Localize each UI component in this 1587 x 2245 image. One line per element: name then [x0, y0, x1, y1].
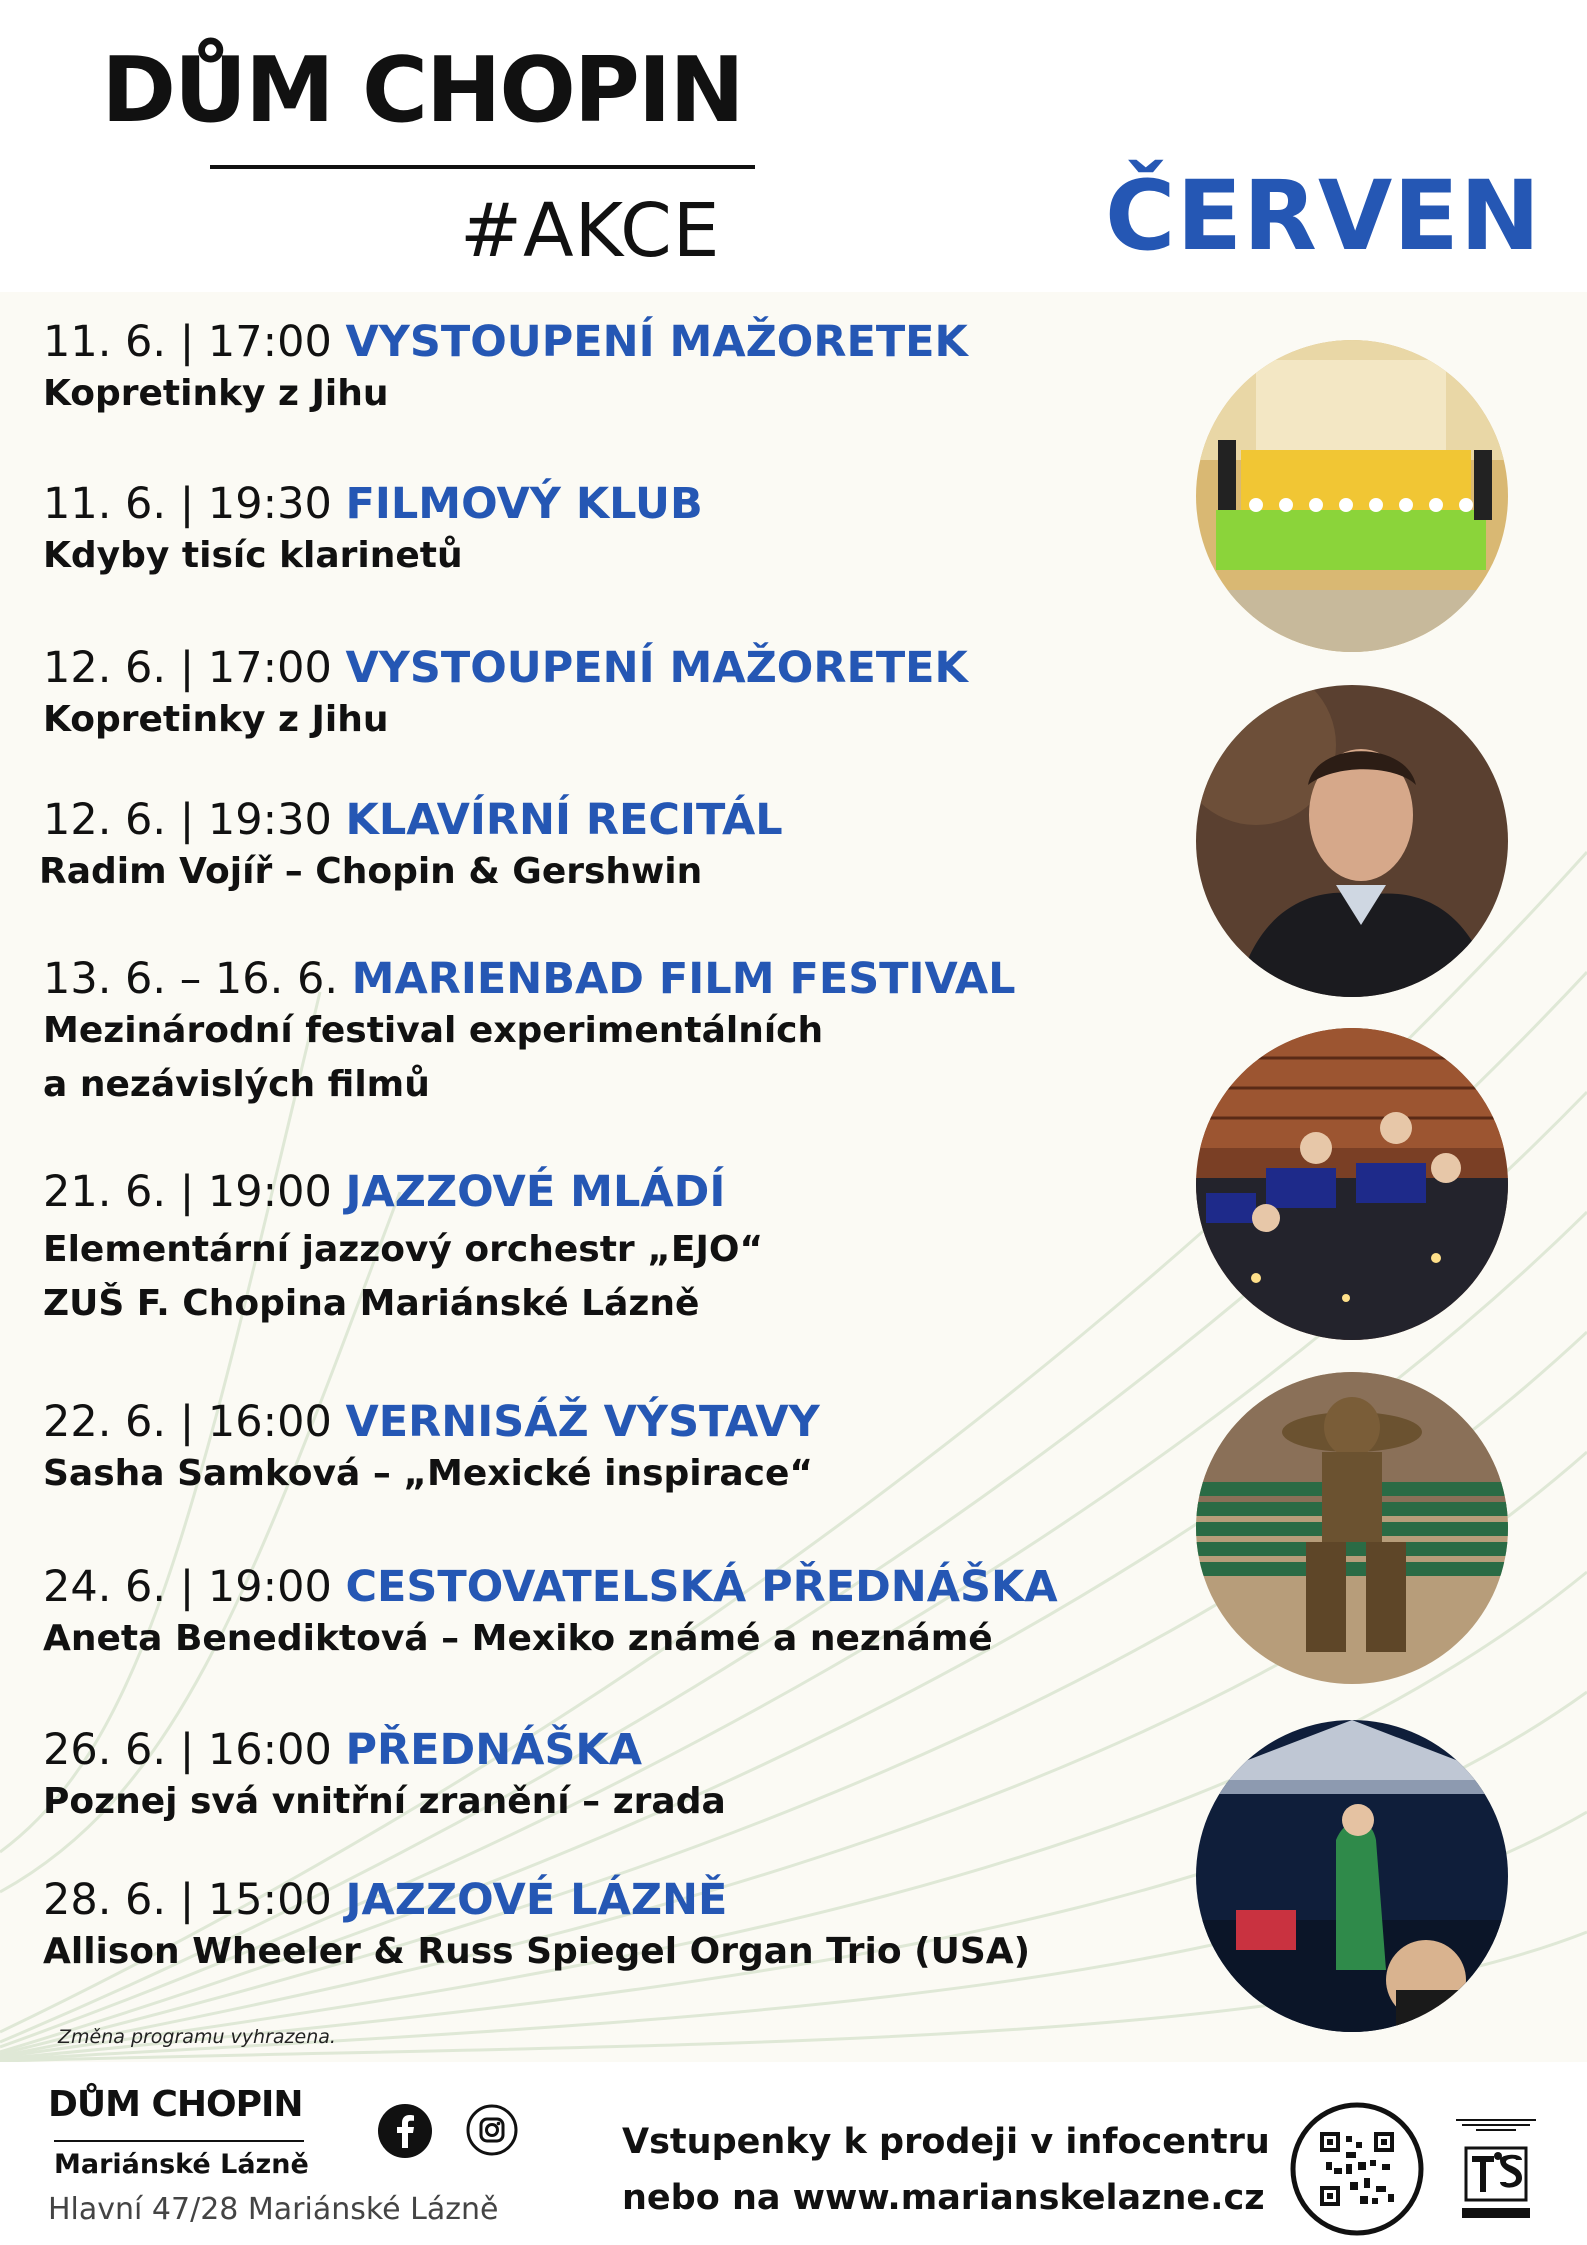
- photo-jazz-orchestra: [1196, 1028, 1508, 1340]
- event-date: 26. 6. | 16:00: [43, 1725, 332, 1775]
- event-subtitle: Kopretinky z Jihu: [43, 373, 389, 415]
- footer: [0, 2062, 1587, 2245]
- event-title: JAZZOVÉ MLÁDÍ: [345, 1167, 726, 1217]
- tickets-info: [622, 2114, 1270, 2226]
- tickets-line-2[interactable]: nebo na www.marianskelazne.cz: [622, 2178, 1265, 2218]
- event-date: 12. 6. | 19:30: [43, 795, 332, 845]
- event-1: [43, 318, 968, 421]
- event-title: JAZZOVÉ LÁZNĚ: [345, 1875, 728, 1925]
- event-date: 11. 6. | 19:30: [43, 479, 332, 529]
- event-title: FILMOVÝ KLUB: [345, 479, 703, 529]
- photo-pianist: [1196, 685, 1508, 997]
- event-2: [43, 480, 703, 583]
- event-3: [43, 644, 968, 747]
- event-title: PŘEDNÁŠKA: [345, 1725, 643, 1775]
- event-date: 11. 6. | 17:00: [43, 317, 332, 367]
- event-subtitle: a nezávislých filmů: [43, 1064, 430, 1106]
- event-title: VERNISÁŽ VÝSTAVY: [345, 1397, 820, 1447]
- qr-code: [1290, 2102, 1424, 2236]
- footer-address: Hlavní 47/28 Mariánské Lázně: [48, 2192, 499, 2227]
- instagram-icon[interactable]: [466, 2104, 518, 2156]
- month-title: ČERVEN: [1105, 160, 1542, 272]
- event-date: 13. 6. – 16. 6.: [43, 954, 338, 1004]
- event-date: 28. 6. | 15:00: [43, 1875, 332, 1925]
- event-subtitle: Mezinárodní festival experimentálních: [43, 1010, 824, 1052]
- event-title: VYSTOUPENÍ MAŽORETEK: [345, 643, 968, 693]
- event-title: VYSTOUPENÍ MAŽORETEK: [345, 317, 968, 367]
- event-subtitle: ZUŠ F. Chopina Mariánské Lázně: [43, 1283, 700, 1325]
- header: [0, 0, 1587, 290]
- event-9: [43, 1726, 726, 1829]
- event-subtitle: Elementární jazzový orchestr „EJO“: [43, 1229, 764, 1271]
- program-note: Změna programu vyhrazena.: [58, 2026, 336, 2048]
- event-date: 24. 6. | 19:00: [43, 1562, 332, 1612]
- event-date: 12. 6. | 17:00: [43, 643, 332, 693]
- event-subtitle: Kopretinky z Jihu: [43, 699, 389, 741]
- footer-brand: DŮM CHOPIN: [48, 2084, 303, 2125]
- event-4: [39, 795, 783, 899]
- tds-logo: [1448, 2114, 1544, 2222]
- event-subtitle: Kdyby tisíc klarinetů: [43, 535, 463, 577]
- event-title: KLAVÍRNÍ RECITÁL: [345, 795, 783, 845]
- event-title: MARIENBAD FILM FESTIVAL: [351, 954, 1016, 1004]
- event-5: [43, 955, 1016, 1112]
- event-subtitle: Radim Vojíř – Chopin & Gershwin: [39, 851, 703, 893]
- photo-jazz-concert: [1196, 1720, 1508, 2032]
- tickets-line-1: Vstupenky k prodeji v infocentru: [622, 2122, 1270, 2162]
- brand-divider: [210, 165, 755, 169]
- brand-title: DŮM CHOPIN: [101, 38, 743, 143]
- event-7: [43, 1398, 820, 1501]
- event-subtitle: Aneta Benediktová – Mexiko známé a neznámé: [43, 1618, 993, 1660]
- event-subtitle: Sasha Samková – „Mexické inspirace“: [43, 1453, 814, 1495]
- facebook-icon[interactable]: [378, 2104, 432, 2158]
- event-subtitle: Poznej svá vnitřní zranění – zrada: [43, 1781, 726, 1823]
- footer-divider: [54, 2140, 304, 2142]
- photo-statue-bench: [1196, 1372, 1508, 1684]
- event-10: [43, 1876, 1030, 1979]
- event-title: CESTOVATELSKÁ PŘEDNÁŠKA: [345, 1562, 1058, 1612]
- event-date: 22. 6. | 16:00: [43, 1397, 332, 1447]
- footer-city: Mariánské Lázně: [54, 2149, 309, 2180]
- event-6: [43, 1168, 763, 1331]
- event-8: [43, 1563, 1058, 1666]
- photo-majorettes: [1196, 340, 1508, 652]
- tag-akce: #AKCE: [460, 188, 721, 274]
- event-date: 21. 6. | 19:00: [43, 1167, 332, 1217]
- event-subtitle: Allison Wheeler & Russ Spiegel Organ Trio (USA): [43, 1931, 1031, 1973]
